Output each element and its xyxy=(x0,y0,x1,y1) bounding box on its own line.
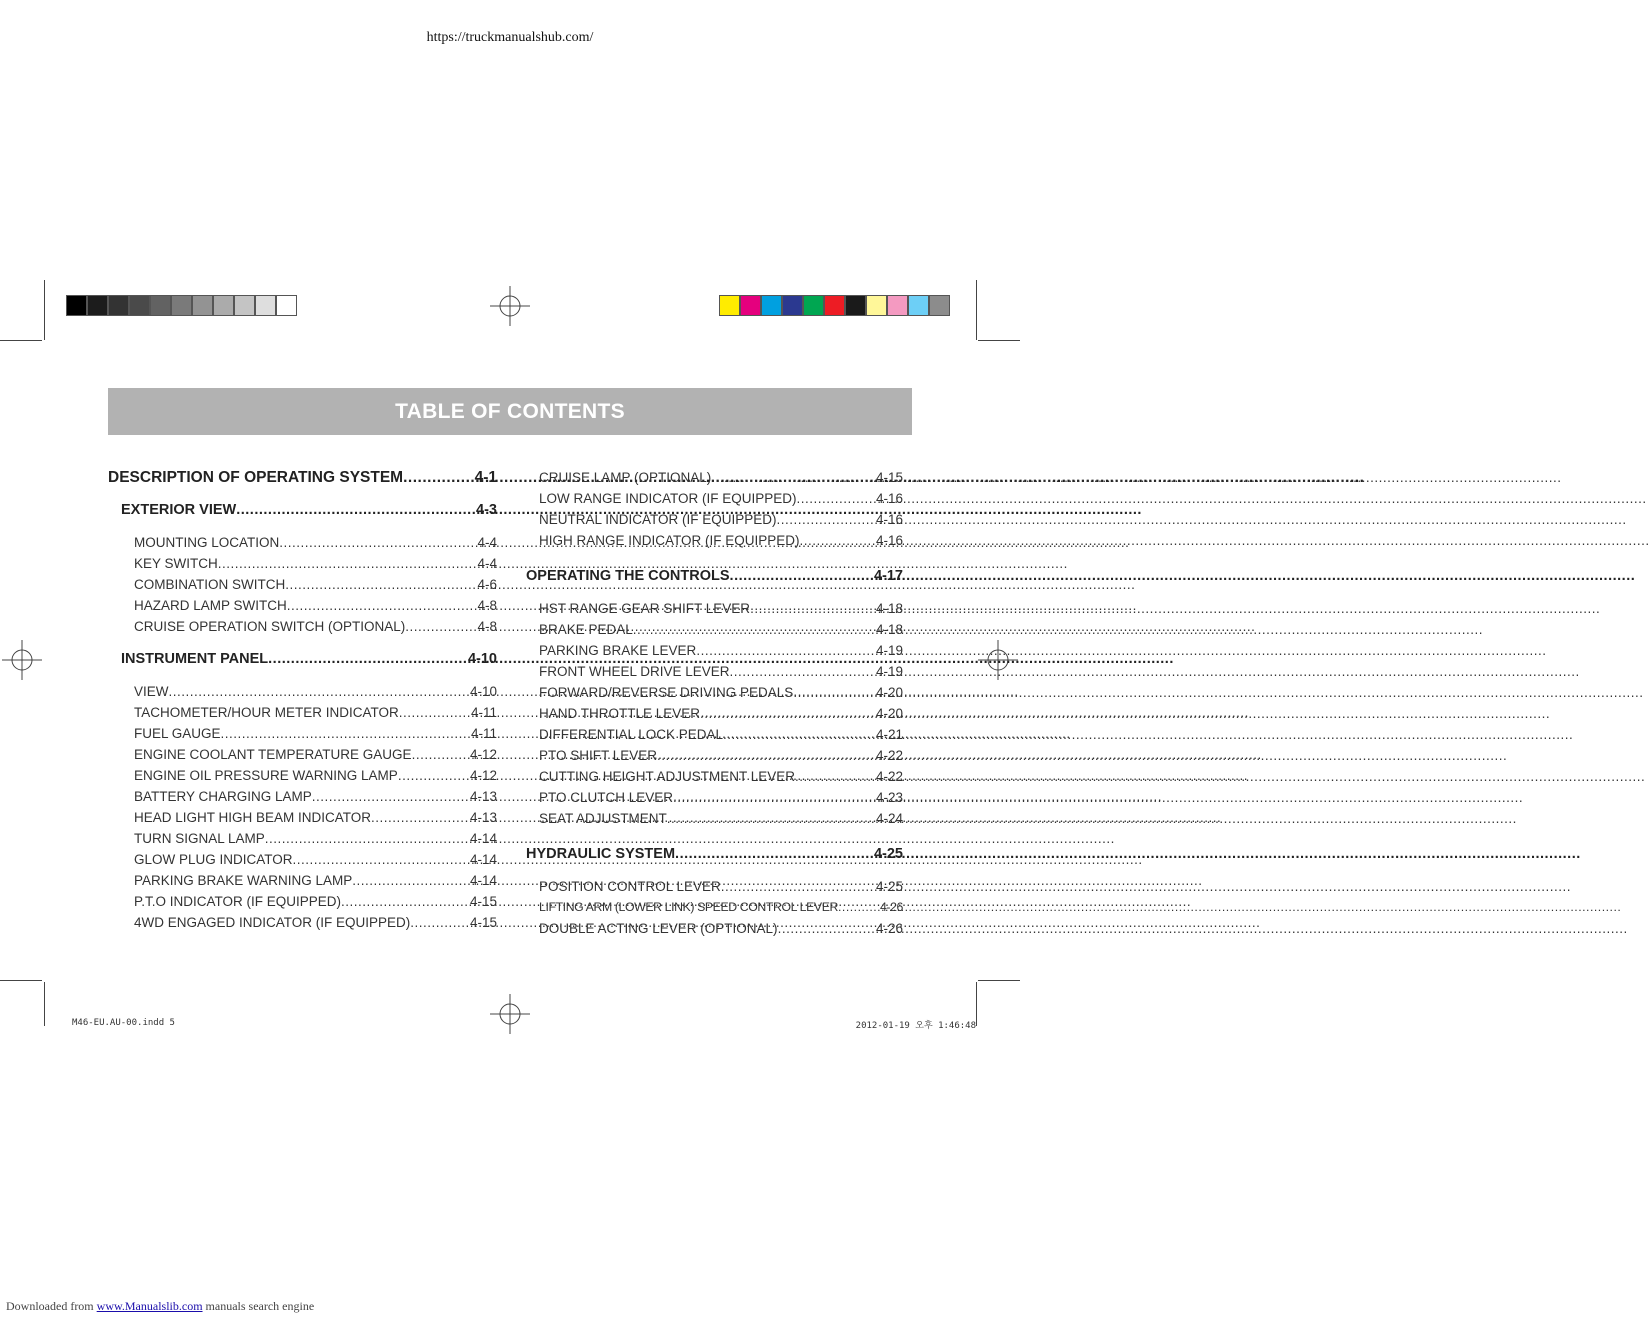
leader-dots xyxy=(312,786,467,807)
registration-mark-icon xyxy=(490,286,530,326)
leader-dots xyxy=(777,509,873,530)
toc-item-entry[interactable] xyxy=(108,553,497,574)
page-title: TABLE OF CONTENTS xyxy=(395,399,625,423)
toc-item-entry[interactable] xyxy=(108,849,497,870)
leader-dots xyxy=(412,744,467,765)
source-url[interactable]: https://truckmanualshub.com/ xyxy=(426,30,594,45)
toc-entry-page: 4-16 xyxy=(875,512,903,527)
registration-mark-icon xyxy=(2,640,42,680)
toc-item-entry[interactable] xyxy=(526,787,903,808)
toc-entry-title: FORWARD/REVERSE DRIVING PEDALS xyxy=(539,685,794,700)
toc-item-entry[interactable] xyxy=(526,661,903,682)
toc-item-entry[interactable] xyxy=(526,640,903,661)
leader-dots xyxy=(795,766,873,787)
color-swatch xyxy=(255,295,276,316)
color-swatch xyxy=(866,295,887,316)
crop-mark xyxy=(976,280,977,340)
toc-entry-page: 4-19 xyxy=(875,664,903,679)
toc-entry-title: LIFTING ARM (LOWER LINK) SPEED CONTROL LEVER xyxy=(539,900,838,914)
toc-entry-page: 4-17 xyxy=(873,568,903,584)
toc-item-entry[interactable] xyxy=(526,745,903,766)
toc-entry-page: 4-11 xyxy=(470,726,497,741)
toc-entry-title: DOUBLE ACTING LEVER (OPTIONAL) xyxy=(539,921,778,936)
process-color-bar xyxy=(719,295,950,316)
leader-dots xyxy=(221,723,468,744)
crop-mark xyxy=(0,980,42,981)
toc-item-entry[interactable] xyxy=(526,619,903,640)
toc-item-entry[interactable] xyxy=(108,532,497,553)
toc-subsection-entry[interactable] xyxy=(108,499,497,521)
toc-item-entry[interactable] xyxy=(526,897,903,918)
leader-dots xyxy=(797,488,873,509)
toc-entry-page: 4-14 xyxy=(469,831,497,846)
toc-item-entry[interactable] xyxy=(108,723,497,744)
toc-entry-page: 4-8 xyxy=(477,598,497,613)
color-swatch xyxy=(719,295,740,316)
toc-item-entry[interactable] xyxy=(526,703,903,724)
toc-item-entry[interactable] xyxy=(108,702,497,723)
toc-entry-page: 4-18 xyxy=(875,622,903,637)
color-swatch xyxy=(761,295,782,316)
toc-item-entry[interactable] xyxy=(526,530,903,551)
crop-mark xyxy=(44,280,45,340)
toc-entry-page: 4-25 xyxy=(873,846,903,862)
leader-dots xyxy=(673,787,873,808)
toc-entry-title: POSITION CONTROL LEVER xyxy=(539,879,721,894)
leader-dots xyxy=(236,499,473,521)
toc-entry-title: FUEL GAUGE xyxy=(134,726,221,741)
toc-entry-title: BATTERY CHARGING LAMP xyxy=(134,789,312,804)
toc-left-column xyxy=(108,465,497,933)
crop-mark xyxy=(978,980,1020,981)
toc-entry-title: HST RANGE GEAR SHIFT LEVER xyxy=(539,601,751,616)
toc-item-entry[interactable] xyxy=(526,467,903,488)
leader-dots xyxy=(403,465,471,491)
toc-item-entry[interactable] xyxy=(108,786,497,807)
toc-entry-title: EXTERIOR VIEW xyxy=(121,502,237,518)
leader-dots xyxy=(218,553,475,574)
toc-item-entry[interactable] xyxy=(108,765,497,786)
toc-entry-page: 4-22 xyxy=(875,748,903,763)
toc-entry-page: 4-10 xyxy=(467,651,497,667)
leader-dots xyxy=(793,682,873,703)
download-footer xyxy=(6,1299,314,1314)
print-slug-timestamp: 2012-01-19 오후 1:46:48 xyxy=(855,1021,976,1031)
leader-dots xyxy=(700,703,873,724)
toc-item-entry[interactable] xyxy=(108,870,497,891)
color-swatch xyxy=(234,295,255,316)
toc-entry-page: 4-15 xyxy=(469,894,497,909)
crop-mark xyxy=(978,340,1020,341)
crop-mark xyxy=(44,982,45,1026)
toc-entry-title: PARKING BRAKE WARNING LAMP xyxy=(134,873,353,888)
leader-dots xyxy=(399,702,468,723)
toc-entry-title: NEUTRAL INDICATOR (IF EQUIPPED) xyxy=(539,512,777,527)
leader-dots xyxy=(371,807,467,828)
toc-entry-page: 4-22 xyxy=(875,769,903,784)
toc-item-entry[interactable] xyxy=(108,681,497,702)
leader-dots xyxy=(711,467,873,488)
crop-mark xyxy=(0,340,42,341)
leader-dots xyxy=(279,532,474,553)
toc-item-entry[interactable] xyxy=(108,807,497,828)
toc-entry-title: ENGINE OIL PRESSURE WARNING LAMP xyxy=(134,768,398,783)
toc-entry-title: DESCRIPTION OF OPERATING SYSTEM xyxy=(108,469,404,486)
toc-entry-title: COMBINATION SWITCH xyxy=(134,577,286,592)
leader-dots xyxy=(675,843,871,865)
toc-entry-title: PTO CLUTCH LEVER xyxy=(539,790,674,805)
toc-entry-title: CRUISE LAMP (OPTIONAL) xyxy=(539,470,712,485)
leader-dots xyxy=(633,619,873,640)
leader-dots xyxy=(410,912,467,933)
toc-entry-page: 4-26 xyxy=(875,921,903,936)
toc-entry-title: CRUISE OPERATION SWITCH (OPTIONAL) xyxy=(134,619,406,634)
toc-entry-page: 4-8 xyxy=(477,619,497,634)
toc-entry-page: 4-13 xyxy=(469,789,497,804)
toc-entry-title: LOW RANGE INDICATOR (IF EQUIPPED) xyxy=(539,491,797,506)
toc-item-list xyxy=(108,532,497,637)
toc-item-entry[interactable] xyxy=(526,876,903,897)
leader-dots xyxy=(730,661,873,682)
toc-item-entry[interactable] xyxy=(526,488,903,509)
toc-entry-title: SEAT ADJUSTMENT xyxy=(539,811,667,826)
toc-entry-title: HIGH RANGE INDICATOR (IF EQUIPPED) xyxy=(539,533,800,548)
toc-item-entry[interactable] xyxy=(108,595,497,616)
toc-entry-title: TURN SIGNAL LAMP xyxy=(134,831,265,846)
toc-entry-title: TACHOMETER/HOUR METER INDICATOR xyxy=(134,705,399,720)
leader-dots xyxy=(341,891,467,912)
toc-entry-page: 4-19 xyxy=(875,643,903,658)
leader-dots xyxy=(800,530,873,551)
toc-entry-title: INSTRUMENT PANEL xyxy=(121,651,269,667)
color-swatch xyxy=(150,295,171,316)
color-swatch xyxy=(129,295,150,316)
toc-item-entry[interactable] xyxy=(526,808,903,829)
color-swatch xyxy=(845,295,866,316)
toc-entry-page: 4-15 xyxy=(875,470,903,485)
toc-section-entry[interactable] xyxy=(108,465,497,491)
toc-entry-title: ENGINE COOLANT TEMPERATURE GAUGE xyxy=(134,747,412,762)
toc-entry-page: 4-4 xyxy=(477,556,497,571)
toc-entry-page: 4-21 xyxy=(875,727,903,742)
toc-entry-title: CUTTING HEIGHT ADJUSTMENT LEVER xyxy=(539,769,796,784)
toc-entry-page: 4-24 xyxy=(875,811,903,826)
color-swatch xyxy=(803,295,824,316)
toc-item-list xyxy=(526,876,903,939)
color-swatch xyxy=(740,295,761,316)
toc-entry-title: KEY SWITCH xyxy=(134,556,218,571)
toc-right-column xyxy=(526,467,903,939)
leader-dots xyxy=(721,876,873,897)
color-swatch xyxy=(824,295,845,316)
toc-entry-title: MOUNTING LOCATION xyxy=(134,535,280,550)
grayscale-color-bar xyxy=(66,295,297,316)
toc-subsection-entry[interactable] xyxy=(108,648,497,670)
toc-entry-title: HEAD LIGHT HIGH BEAM INDICATOR xyxy=(134,810,372,825)
leader-dots xyxy=(667,808,873,829)
leader-dots xyxy=(657,745,873,766)
color-swatch xyxy=(108,295,129,316)
manualslib-link[interactable]: www.Manualslib.com xyxy=(96,1299,203,1313)
color-swatch xyxy=(782,295,803,316)
leader-dots xyxy=(352,870,467,891)
color-swatch xyxy=(213,295,234,316)
toc-subsection-entry[interactable] xyxy=(526,565,903,587)
toc-entry-page: 4-4 xyxy=(477,535,497,550)
toc-item-entry[interactable] xyxy=(526,509,903,530)
leader-dots xyxy=(723,724,873,745)
toc-entry-page: 4-10 xyxy=(469,684,497,699)
toc-entry-page: 4-13 xyxy=(469,810,497,825)
toc-entry-title: PTO SHIFT LEVER xyxy=(539,748,658,763)
leader-dots xyxy=(265,828,467,849)
toc-entry-page: 4-25 xyxy=(875,879,903,894)
toc-item-entry[interactable] xyxy=(108,912,497,933)
toc-entry-title: HAND THROTTLE LEVER xyxy=(539,706,701,721)
toc-entry-page: 4-1 xyxy=(474,469,497,486)
leader-dots xyxy=(405,616,474,637)
toc-entry-page: 4-15 xyxy=(469,915,497,930)
color-swatch xyxy=(192,295,213,316)
toc-entry-page: 4-16 xyxy=(875,491,903,506)
leader-dots xyxy=(838,897,877,918)
print-slug-filename: M46-EU.AU-00.indd 5 xyxy=(72,1018,175,1028)
toc-item-entry[interactable] xyxy=(108,891,497,912)
toc-entry-page: 4-20 xyxy=(875,706,903,721)
toc-item-list xyxy=(108,681,497,933)
leader-dots xyxy=(287,595,475,616)
toc-item-entry[interactable] xyxy=(526,766,903,787)
toc-entry-title: GLOW PLUG INDICATOR xyxy=(134,852,293,867)
color-swatch xyxy=(929,295,950,316)
toc-entry-title: VIEW xyxy=(134,684,169,699)
toc-entry-title: HAZARD LAMP SWITCH xyxy=(134,598,287,613)
color-swatch xyxy=(887,295,908,316)
toc-entry-page: 4-20 xyxy=(875,685,903,700)
toc-item-list xyxy=(526,598,903,829)
leader-dots xyxy=(778,918,873,939)
color-swatch xyxy=(908,295,929,316)
color-swatch xyxy=(276,295,297,316)
leader-dots xyxy=(268,648,465,670)
toc-item-entry[interactable] xyxy=(526,918,903,939)
toc-item-entry[interactable] xyxy=(108,744,497,765)
toc-item-entry[interactable] xyxy=(108,828,497,849)
toc-entry-title: FRONT WHEEL DRIVE LEVER xyxy=(539,664,730,679)
leader-dots xyxy=(293,849,467,870)
toc-entry-page: 4-26 xyxy=(879,900,903,914)
toc-item-entry[interactable] xyxy=(526,682,903,703)
footer-suffix: manuals search engine xyxy=(202,1299,315,1313)
leader-dots xyxy=(750,598,873,619)
toc-entry-title: HYDRAULIC SYSTEM xyxy=(526,846,676,862)
title-banner xyxy=(108,388,912,435)
toc-item-entry[interactable] xyxy=(108,616,497,637)
toc-entry-page: 4-11 xyxy=(470,705,497,720)
toc-item-list xyxy=(526,467,903,551)
toc-entry-page: 4-16 xyxy=(875,533,903,548)
toc-item-entry[interactable] xyxy=(526,724,903,745)
toc-subsection-entry[interactable] xyxy=(526,843,903,865)
toc-entry-page: 4-12 xyxy=(469,768,497,783)
color-swatch xyxy=(87,295,108,316)
toc-entry-title: DIFFERENTIAL LOCK PEDAL xyxy=(539,727,724,742)
toc-entry-page: 4-14 xyxy=(469,852,497,867)
leader-dots xyxy=(398,765,467,786)
toc-entry-page: 4-3 xyxy=(476,502,497,518)
leader-dots xyxy=(730,565,871,587)
toc-entry-page: 4-18 xyxy=(875,601,903,616)
toc-entry-title: OPERATING THE CONTROLS xyxy=(526,568,730,584)
toc-entry-page: 4-23 xyxy=(875,790,903,805)
toc-entry-title: 4WD ENGAGED INDICATOR (IF EQUIPPED) xyxy=(134,915,411,930)
toc-entry-page: 4-14 xyxy=(469,873,497,888)
toc-entry-page: 4-12 xyxy=(469,747,497,762)
registration-mark-icon xyxy=(490,994,530,1034)
leader-dots xyxy=(169,681,467,702)
color-swatch xyxy=(66,295,87,316)
toc-entry-title: BRAKE PEDAL xyxy=(539,622,633,637)
leader-dots xyxy=(285,574,474,595)
crop-mark xyxy=(976,982,977,1026)
toc-entry-title: PARKING BRAKE LEVER xyxy=(539,643,697,658)
footer-prefix: Downloaded from xyxy=(6,1299,97,1313)
leader-dots xyxy=(696,640,873,661)
toc-item-entry[interactable] xyxy=(108,574,497,595)
toc-item-entry[interactable] xyxy=(526,598,903,619)
toc-entry-page: 4-6 xyxy=(477,577,497,592)
color-swatch xyxy=(171,295,192,316)
toc-entry-title: P.T.O INDICATOR (IF EQUIPPED) xyxy=(134,894,342,909)
